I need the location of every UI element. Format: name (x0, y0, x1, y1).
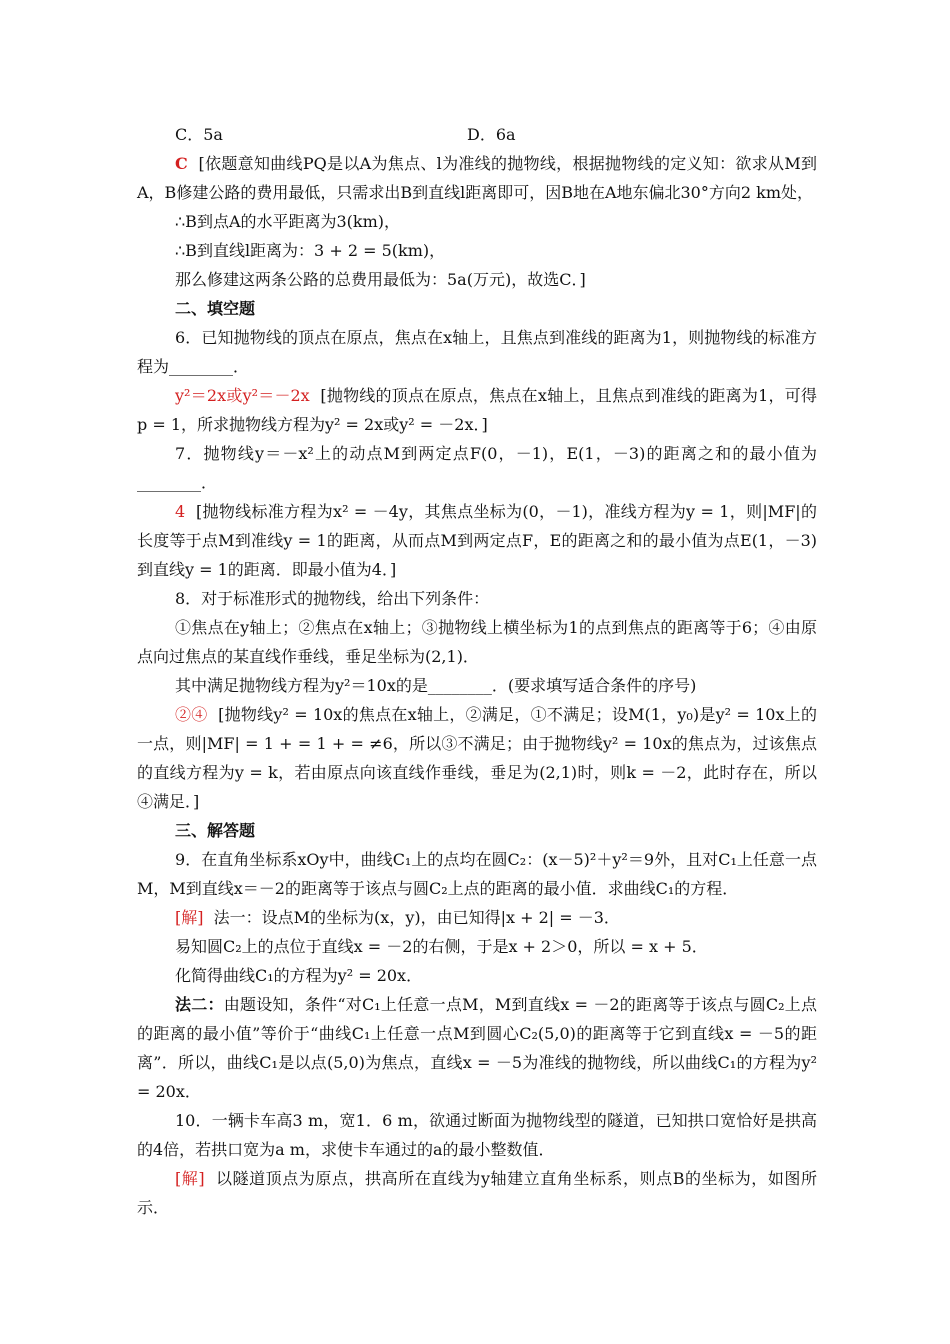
q7-answer-explanation (137, 497, 817, 584)
q9-m1-line-2: 易知圆C₂上的点位于直线x = －2的右侧，于是x + 2＞0，所以 = x + 5． (175, 937, 708, 956)
q9-question: 9．在直角坐标系xOy中，曲线C₁上的点均在圆C₂：(x－5)²＋y²＝9外，且对C₁上任意一点M，M到直线x＝－2的距离等于该点与圆C₂上点的距离的最小值．求曲线C₁的方程． (137, 850, 817, 898)
q5-step-1: ∴B到点A的水平距离为3(km)， (175, 212, 401, 231)
q8-conditions: ①焦点在y轴上；②焦点在x轴上；③抛物线上横坐标为1的点到焦点的距离等于6；④由原点向过焦点的某直线作垂线，垂足坐标为(2,1)． (137, 618, 817, 666)
q5-step-2: ∴B到直线l距离为：3 + 2 = 5(km)， (175, 241, 446, 260)
q6-explanation: [抛物线的顶点在原点，焦点在x轴上，且焦点到准线的距离为1，可得p = 1，所求抛物线方程为y² = 2x或y² = －2x．] (137, 386, 817, 434)
q6-answer: y²＝2x或y²＝－2x (175, 386, 310, 405)
q5-answer-letter: C (175, 154, 188, 173)
section-heading-fill-blank: 二、填空题 (175, 299, 256, 318)
q7-question: 7．抛物线y＝－x²上的动点M到两定点F(0，－1)，E(1，－3)的距离之和的最小值为________． (137, 444, 817, 492)
q6-question: 6．已知抛物线的顶点在原点，焦点在x轴上，且焦点到准线的距离为1，则抛物线的标准方程为________． (137, 328, 817, 376)
q5-answer-explanation (137, 149, 817, 207)
q5-step-3: 那么修建这两条公路的总费用最低为：5a(万元)，故选C．] (175, 270, 586, 289)
q5-options (137, 120, 817, 149)
q9-m1-line-1: 法一：设点M的坐标为(x，y)，由已知得|x + 2| = －3． (213, 908, 620, 927)
section-heading-solutions: 三、解答题 (175, 821, 256, 840)
q10-solution-tag: [解] (175, 1169, 205, 1188)
q9-m2-label: 法二： (175, 995, 224, 1014)
q10-solution-text: 以隧道顶点为原点，拱高所在直线为y轴建立直角坐标系，则点B的坐标为，如图所示． (137, 1169, 817, 1217)
q9-method-1 (137, 903, 817, 932)
q10-solution (137, 1164, 817, 1222)
q9-method-2 (137, 990, 817, 1106)
option-c: C．5a (175, 125, 223, 144)
option-d: D．6a (467, 125, 516, 144)
q6-answer-explanation (137, 381, 817, 439)
q9-solution-tag: [解] (175, 908, 204, 927)
q8-answer: ②④ (175, 705, 208, 724)
document-page (137, 120, 817, 1222)
q9-m2-text: 由题设知，条件“对C₁上任意一点M，M到直线x = －2的距离等于该点与圆C₂上点的距离的最小值”等价于“曲线C₁上任意一点M到圆心C₂(5,0)的距离等于它到直线x = －5的距离”．所以，曲线C₁是以点(5,0)为焦点，直线x = －5为准线的抛物线，所以曲线C₁的方程为y² = 20x． (137, 995, 817, 1101)
q8-explanation: [抛物线y² = 10x的焦点在x轴上，②满足，①不满足；设M(1，y₀)是y² = 10x上的一点，则|MF| = 1 + = 1 + = ≠6，所以③不满足；由于抛物线y² = 10x的焦点为，过该焦点的直线方程为y = k，若由原点向该直线作垂线，垂足为(2,1)时，则k = －2，此时存在，所以④满足．] (137, 705, 817, 811)
q7-answer: 4 (175, 502, 186, 521)
q10-question: 10．一辆卡车高3 m，宽1．6 m，欲通过断面为抛物线型的隧道，已知拱口宽恰好是拱高的4倍，若拱口宽为a m，求使卡车通过的a的最小整数值． (137, 1111, 817, 1159)
q8-ask: 其中满足抛物线方程为y²＝10x的是________．(要求填写适合条件的序号) (175, 676, 697, 695)
q8-answer-explanation (137, 700, 817, 816)
q7-explanation: [抛物线标准方程为x² = －4y，其焦点坐标为(0，－1)，准线方程为y = 1，则|MF|的长度等于点M到准线y = 1的距离，从而点M到两定点F，E的距离之和的最小值为点E(1，－3)到直线y = 1的距离．即最小值为4．] (137, 502, 817, 579)
q5-explanation-text: [依题意知曲线PQ是以A为焦点、l为准线的抛物线，根据抛物线的定义知：欲求从M到A，B修建公路的费用最低，只需求出B到直线l距离即可，因B地在A地东偏北30°方向2 km处， (137, 154, 818, 202)
q9-m1-line-3: 化简得曲线C₁的方程为y² = 20x． (175, 966, 423, 985)
q8-question: 8．对于标准形式的抛物线，给出下列条件： (175, 589, 490, 608)
